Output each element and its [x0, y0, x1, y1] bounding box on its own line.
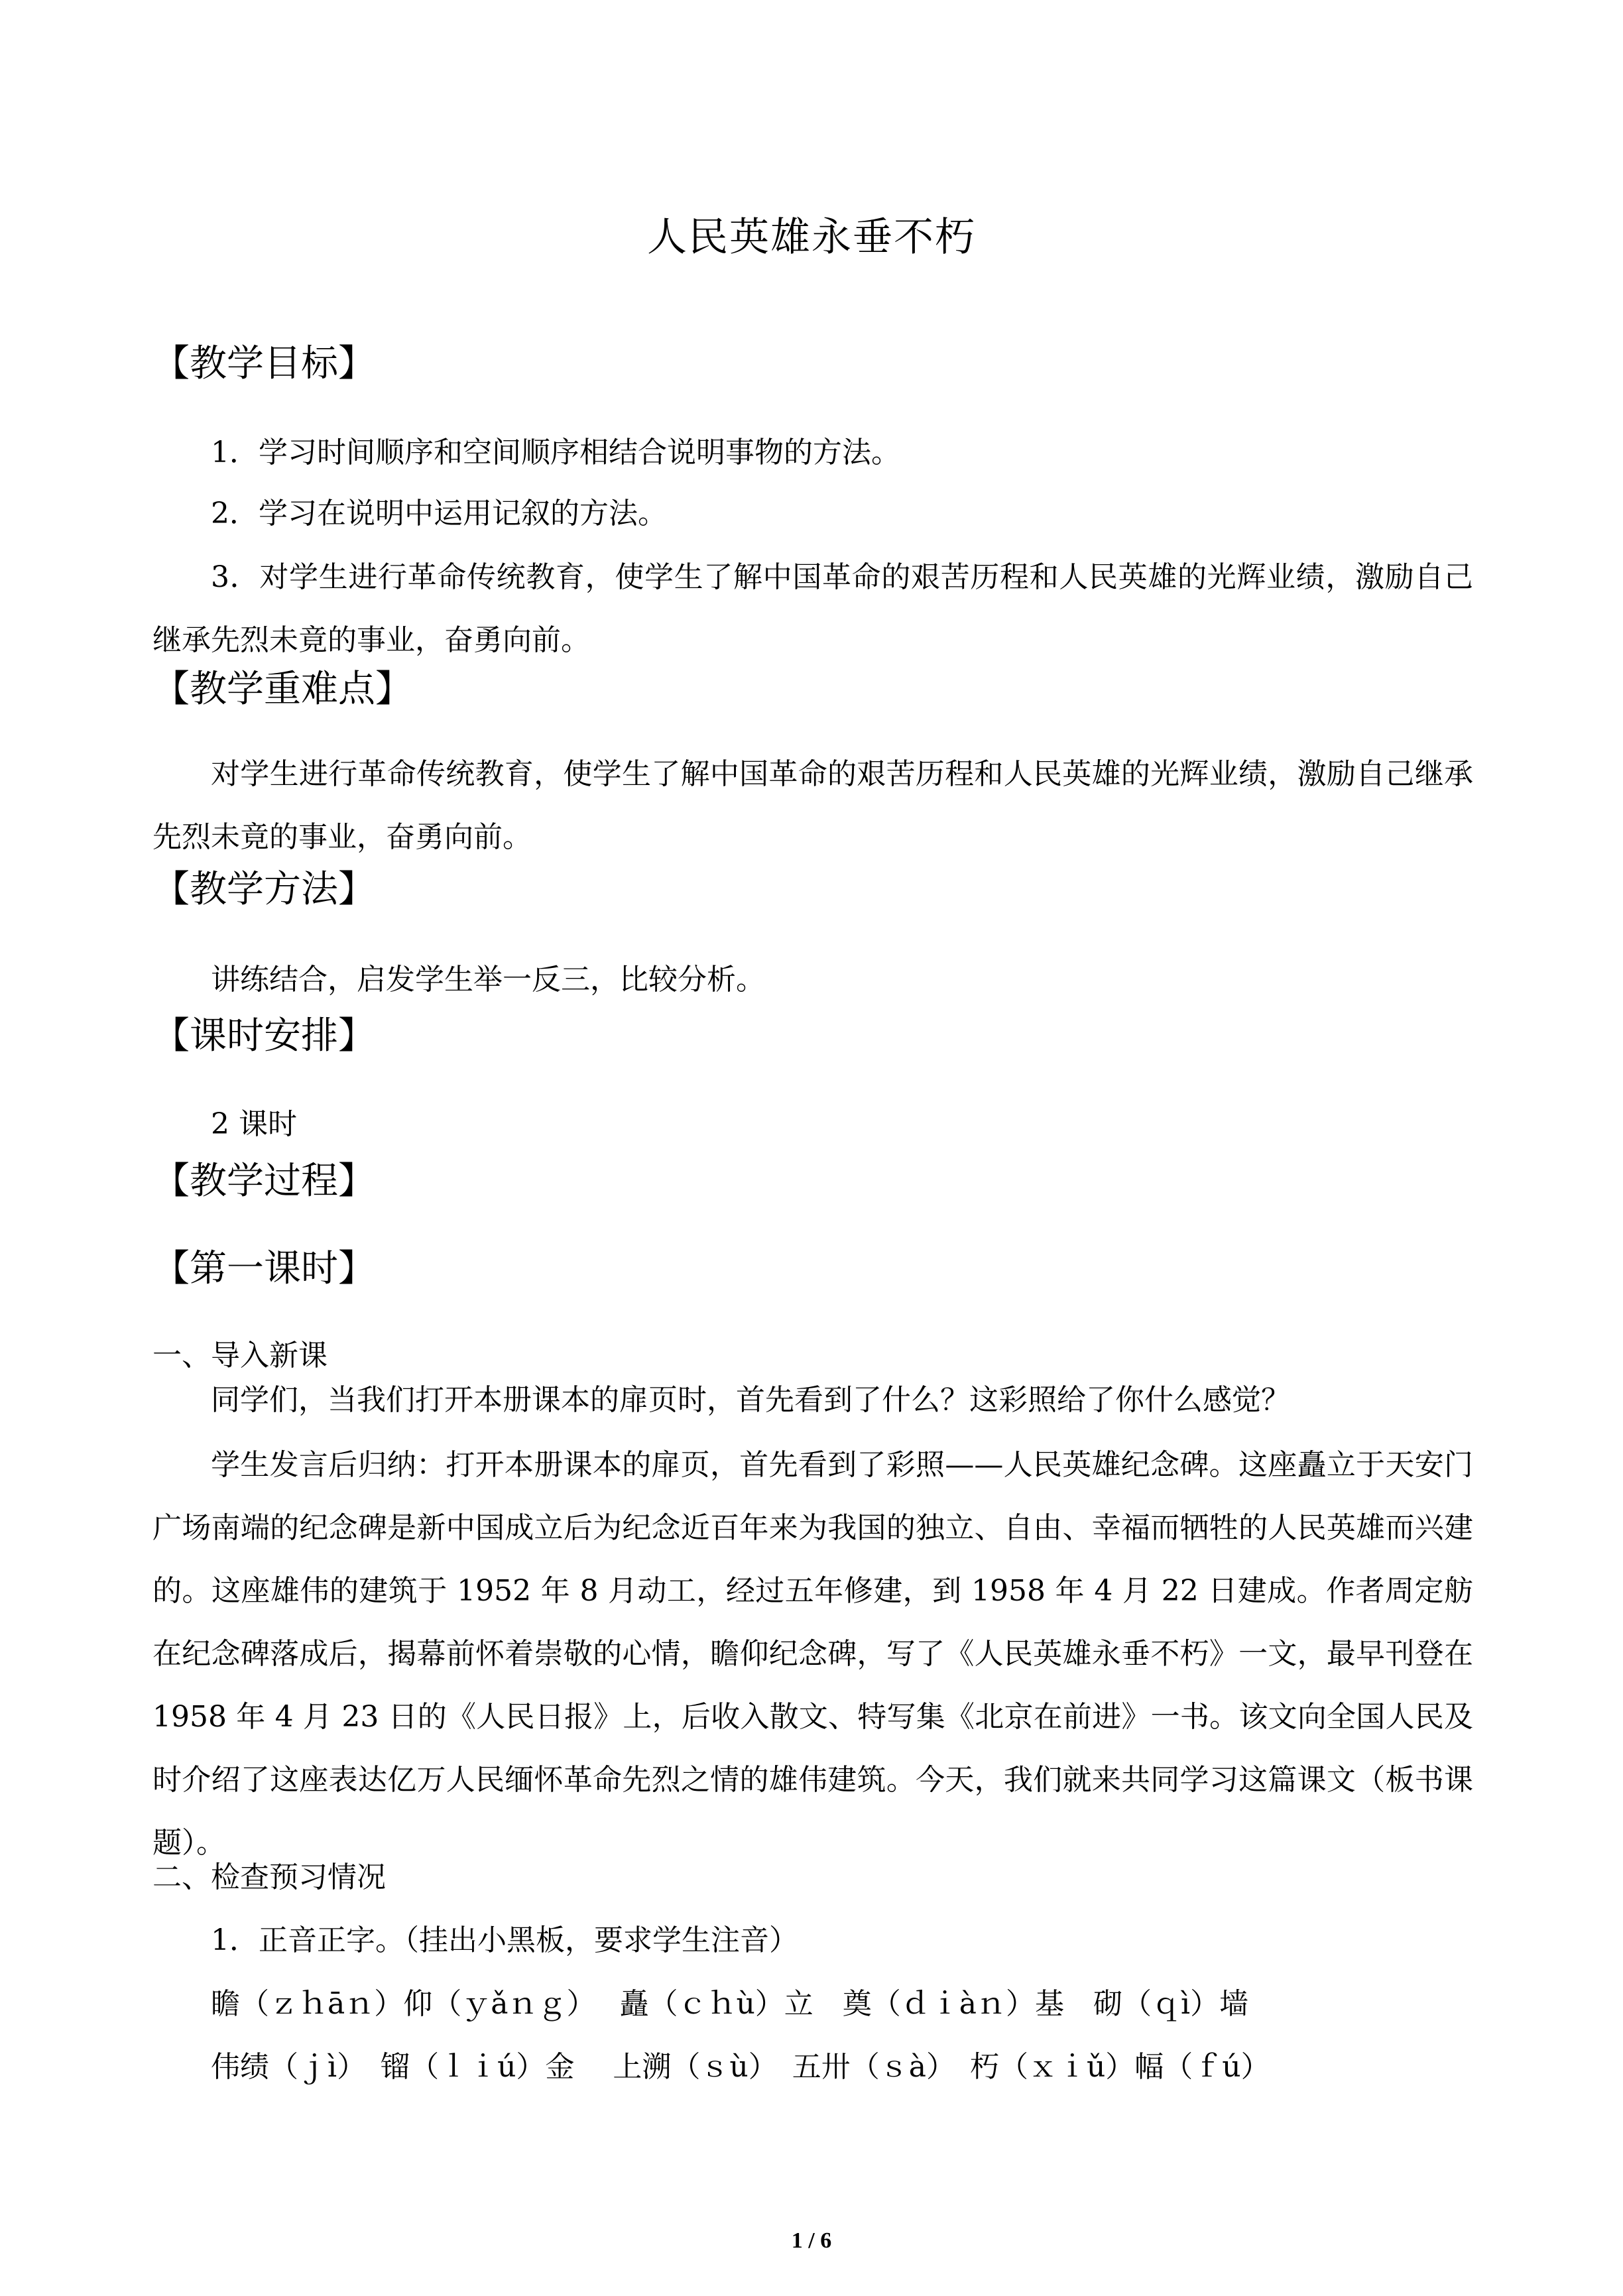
part-title-intro: 一、导入新课	[152, 1339, 328, 1372]
part-title-preview-check: 二、检查预习情况	[152, 1860, 386, 1894]
pinyin-row-1: 瞻（ｚｈāｎ）仰（ｙǎｎｇ） 矗（ｃｈù）立 奠（ｄｉàｎ）基 砌（ｑì）墙	[211, 1987, 1249, 2021]
document-title: 人民英雄永垂不朽	[647, 214, 976, 261]
section-heading-process: 【教学过程】	[152, 1160, 375, 1203]
preview-item-1: 1．正音正字。（挂出小黑板，要求学生注音）	[211, 1923, 798, 1957]
section-heading-schedule: 【课时安排】	[152, 1014, 375, 1057]
section-heading-first-lesson: 【第一课时】	[152, 1247, 375, 1290]
objective-item-3: 3．对学生进行革命传统教育，使学生了解中国革命的艰苦历程和人民英雄的光辉业绩，激励自己继承先烈未竟的事业，奋勇向前。	[152, 560, 1473, 657]
page-number: 1 / 6	[791, 2228, 832, 2253]
intro-summary: 学生发言后归纳：打开本册课本的扉页，首先看到了彩照——人民英雄纪念碑。这座矗立于天安门广场南端的纪念碑是新中国成立后为纪念近百年来为我国的独立、自由、幸福而牺牲的人民英雄而兴建的。这座雄伟的建筑于 1952 年 8 月动工，经过五年修建，到 1958 年 4 月 22 日建成。作者周定舫在纪念碑落成后，揭幕前怀着崇敬的心情，瞻仰纪念碑，写了《人民英雄永垂不朽》一文，最早刊登在 1958 年 4 月 23 日的《人民日报》上，后收入散文、特写集《北京在前进》一书。该文向全国人民及时介绍了这座表达亿万人民缅怀革命先烈之情的雄伟建筑。今天，我们就来共同学习这篇课文（板书课题）。	[152, 1448, 1473, 1860]
section-heading-key-points: 【教学重难点】	[152, 668, 412, 711]
methods-text: 讲练结合，启发学生举一反三，比较分析。	[211, 963, 765, 997]
intro-question: 同学们，当我们打开本册课本的扉页时，首先看到了什么？这彩照给了你什么感觉？	[211, 1383, 1290, 1417]
key-points-text: 对学生进行革命传统教育，使学生了解中国革命的艰苦历程和人民英雄的光辉业绩，激励自己继承先烈未竟的事业，奋勇向前。	[152, 757, 1473, 854]
schedule-text: 2 课时	[211, 1107, 297, 1141]
objective-item-2: 2．学习在说明中运用记叙的方法。	[211, 497, 667, 530]
pinyin-row-2: 伟绩（ｊì） 镏（ｌｉú）金 上溯（ｓù） 五卅（ｓà） 朽（ｘｉǔ）幅（ｆú）	[211, 2050, 1270, 2084]
section-heading-methods: 【教学方法】	[152, 868, 375, 911]
section-heading-objectives: 【教学目标】	[152, 342, 375, 385]
objective-item-1: 1．学习时间顺序和空间顺序相结合说明事物的方法。	[211, 436, 900, 469]
